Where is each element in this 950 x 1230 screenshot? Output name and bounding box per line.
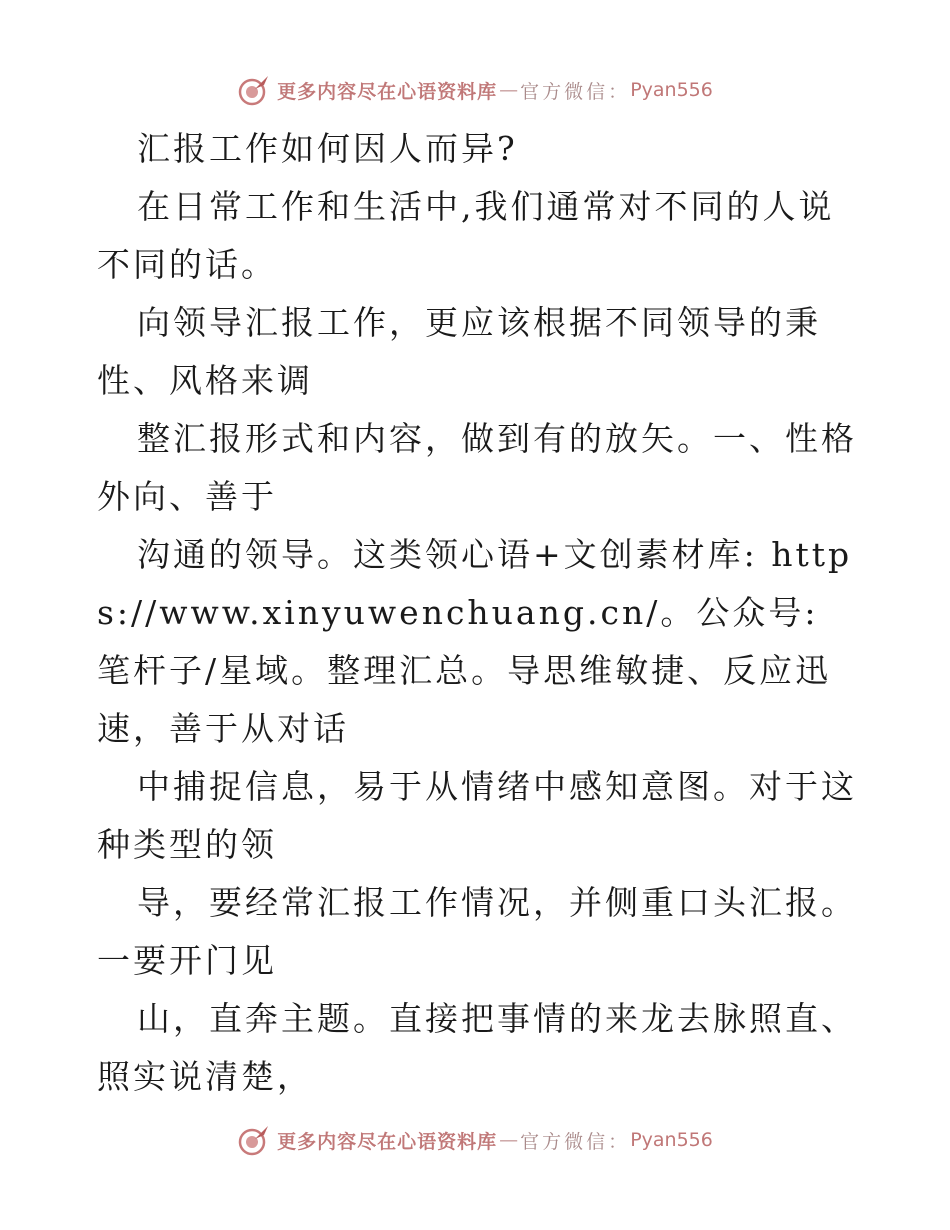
watermark-dash: — (499, 79, 519, 101)
header-watermark (0, 70, 950, 110)
watermark-wechat-label: 官方微信： (520, 1130, 631, 1153)
paragraph: 向领导汇报工作，更应该根据不同领导的秉性、风格来调 (97, 303, 821, 400)
watermark-wechat-label: 官方微信： (520, 80, 631, 103)
paragraph: 汇报工作如何因人而异? (137, 129, 518, 168)
document-body (97, 120, 857, 1106)
watermark-dash: — (499, 1129, 519, 1151)
watermark-wechat-id: Pyan556 (630, 1129, 713, 1151)
watermark-brand: 更多内容尽在心语资料库 (277, 80, 498, 103)
watermark-brand: 更多内容尽在心语资料库 (277, 1130, 498, 1153)
paragraph: 山，直奔主题。直接把事情的来龙去脉照直、照实说清楚， (97, 999, 857, 1096)
watermark-wechat-id: Pyan556 (630, 79, 713, 101)
paragraph: 导，要经常汇报工作情况，并侧重口头汇报。一要开门见 (97, 883, 857, 980)
paragraph: 中捕捉信息，易于从情绪中感知意图。对于这种类型的领 (97, 767, 857, 864)
quill-pen-icon (237, 73, 271, 107)
paragraph: 在日常工作和生活中,我们通常对不同的人说不同的话。 (97, 187, 835, 284)
footer-watermark (0, 1120, 950, 1160)
paragraph: 沟通的领导。这类领心语+文创素材库: https://www.xinyuwenchuang.cn/。公众号: 笔杆子/星域。整理汇总。导思维敏捷、反应迅速，善于从对话 (97, 535, 853, 748)
quill-pen-icon (237, 1123, 271, 1157)
paragraph: 整汇报形式和内容，做到有的放矢。一、性格外向、善于 (97, 419, 857, 516)
